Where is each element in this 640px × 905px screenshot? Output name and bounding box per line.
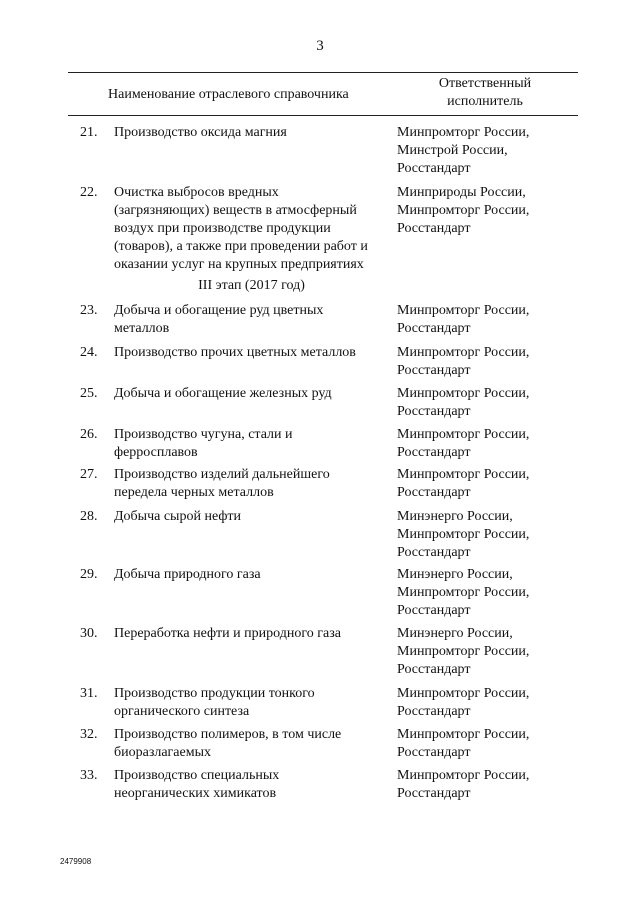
row-executor-line: Росстандарт bbox=[397, 545, 471, 560]
header-name-column: Наименование отраслевого справочника bbox=[108, 87, 349, 102]
header-executor-line1: Ответственный bbox=[438, 76, 532, 91]
row-executor bbox=[397, 302, 577, 338]
row-name bbox=[114, 344, 389, 362]
row-executor-line: Минпромторг России, bbox=[397, 345, 530, 360]
row-executor-line: Минпромторг России, bbox=[397, 768, 530, 783]
row-executor bbox=[397, 685, 577, 721]
row-name bbox=[114, 566, 389, 584]
row-name-line: (товаров), а также при проведении работ и bbox=[114, 239, 368, 254]
row-executor-line: Минстрой России, bbox=[397, 143, 508, 158]
row-name bbox=[114, 184, 389, 274]
row-name-line: ферросплавов bbox=[114, 445, 198, 460]
document-id: 2479908 bbox=[60, 857, 92, 866]
row-executor-line: Минпромторг России, bbox=[397, 686, 530, 701]
row-executor-line: Минпромторг России, bbox=[397, 203, 530, 218]
row-name-line: металлов bbox=[114, 321, 170, 336]
row-name-line: Производство изделий дальнейшего bbox=[114, 467, 330, 482]
row-executor-line: Минпромторг России, bbox=[397, 125, 530, 140]
stage-label: III этап (2017 год) bbox=[198, 278, 305, 293]
row-executor bbox=[397, 726, 577, 762]
row-name-line: Производство полимеров, в том числе bbox=[114, 727, 342, 742]
row-name-line: Добыча сырой нефти bbox=[114, 509, 242, 524]
row-executor bbox=[397, 466, 577, 502]
row-name-line: Производство специальных bbox=[114, 768, 280, 783]
row-name-line: передела черных металлов bbox=[114, 485, 274, 500]
row-executor-line: Росстандарт bbox=[397, 445, 471, 460]
row-name-line: Производство продукции тонкого bbox=[114, 686, 315, 701]
row-name-line: Производство чугуна, стали и bbox=[114, 427, 293, 442]
row-executor-line: Минпромторг России, bbox=[397, 585, 530, 600]
row-name-line: оказании услуг на крупных предприятиях bbox=[114, 257, 364, 272]
table-header bbox=[68, 72, 578, 116]
row-executor bbox=[397, 344, 577, 380]
row-name-line: Очистка выбросов вредных bbox=[114, 185, 279, 200]
row-number: 30. bbox=[80, 626, 98, 641]
row-name bbox=[114, 302, 389, 338]
row-executor-line: Росстандарт bbox=[397, 404, 471, 419]
row-executor bbox=[397, 508, 577, 562]
header-executor-line2: исполнитель bbox=[447, 94, 523, 109]
row-executor-line: Росстандарт bbox=[397, 662, 471, 677]
row-name-line: Добыча природного газа bbox=[114, 567, 261, 582]
row-executor-line: Минпромторг России, bbox=[397, 644, 530, 659]
row-name bbox=[114, 508, 389, 526]
row-executor-line: Минпромторг России, bbox=[397, 427, 530, 442]
row-name-line: органического синтеза bbox=[114, 704, 250, 719]
row-number: 24. bbox=[80, 345, 98, 360]
row-name bbox=[114, 625, 389, 643]
row-name-line: Добыча и обогащение железных руд bbox=[114, 386, 332, 401]
row-executor-line: Росстандарт bbox=[397, 321, 471, 336]
row-number: 31. bbox=[80, 686, 98, 701]
page-number: 3 bbox=[316, 38, 324, 54]
row-name-line: Добыча и обогащение руд цветных bbox=[114, 303, 324, 318]
row-name-line: воздух при производстве продукции bbox=[114, 221, 331, 236]
row-number: 28. bbox=[80, 509, 98, 524]
row-executor-line: Росстандарт bbox=[397, 745, 471, 760]
row-number: 26. bbox=[80, 427, 98, 442]
row-name bbox=[114, 685, 389, 721]
row-executor-line: Минпромторг России, bbox=[397, 527, 530, 542]
row-executor-line: Росстандарт bbox=[397, 704, 471, 719]
row-executor-line: Росстандарт bbox=[397, 221, 471, 236]
row-executor-line: Минпромторг России, bbox=[397, 303, 530, 318]
row-number: 32. bbox=[80, 727, 98, 742]
row-executor bbox=[397, 566, 577, 620]
row-executor-line: Минприроды России, bbox=[397, 185, 526, 200]
row-number: 29. bbox=[80, 567, 98, 582]
row-number: 33. bbox=[80, 768, 98, 783]
row-executor-line: Росстандарт bbox=[397, 161, 471, 176]
row-name-line: Переработка нефти и природного газа bbox=[114, 626, 341, 641]
row-number: 25. bbox=[80, 386, 98, 401]
row-executor bbox=[397, 767, 577, 803]
row-number: 22. bbox=[80, 185, 98, 200]
row-executor bbox=[397, 184, 577, 238]
row-name-line: Производство оксида магния bbox=[114, 125, 287, 140]
row-executor-line: Минпромторг России, bbox=[397, 727, 530, 742]
row-executor-line: Росстандарт bbox=[397, 363, 471, 378]
row-executor-line: Росстандарт bbox=[397, 603, 471, 618]
row-name bbox=[114, 726, 389, 762]
row-name bbox=[114, 124, 389, 142]
header-executor-column bbox=[400, 75, 570, 111]
row-executor-line: Минэнерго России, bbox=[397, 509, 513, 524]
row-name bbox=[114, 385, 389, 403]
row-name bbox=[114, 466, 389, 502]
row-executor-line: Росстандарт bbox=[397, 485, 471, 500]
row-executor-line: Минпромторг России, bbox=[397, 467, 530, 482]
row-name-line: биоразлагаемых bbox=[114, 745, 211, 760]
row-name-line: неорганических химикатов bbox=[114, 786, 277, 801]
row-executor-line: Минэнерго России, bbox=[397, 626, 513, 641]
row-executor-line: Росстандарт bbox=[397, 786, 471, 801]
row-name-line: Производство прочих цветных металлов bbox=[114, 345, 356, 360]
row-executor bbox=[397, 385, 577, 421]
row-executor bbox=[397, 625, 577, 679]
row-number: 21. bbox=[80, 125, 98, 140]
row-number: 23. bbox=[80, 303, 98, 318]
row-executor bbox=[397, 426, 577, 462]
row-name bbox=[114, 426, 389, 462]
row-number: 27. bbox=[80, 467, 98, 482]
row-executor-line: Минпромторг России, bbox=[397, 386, 530, 401]
row-executor bbox=[397, 124, 577, 178]
row-executor-line: Минэнерго России, bbox=[397, 567, 513, 582]
row-name bbox=[114, 767, 389, 803]
row-name-line: (загрязняющих) веществ в атмосферный bbox=[114, 203, 357, 218]
